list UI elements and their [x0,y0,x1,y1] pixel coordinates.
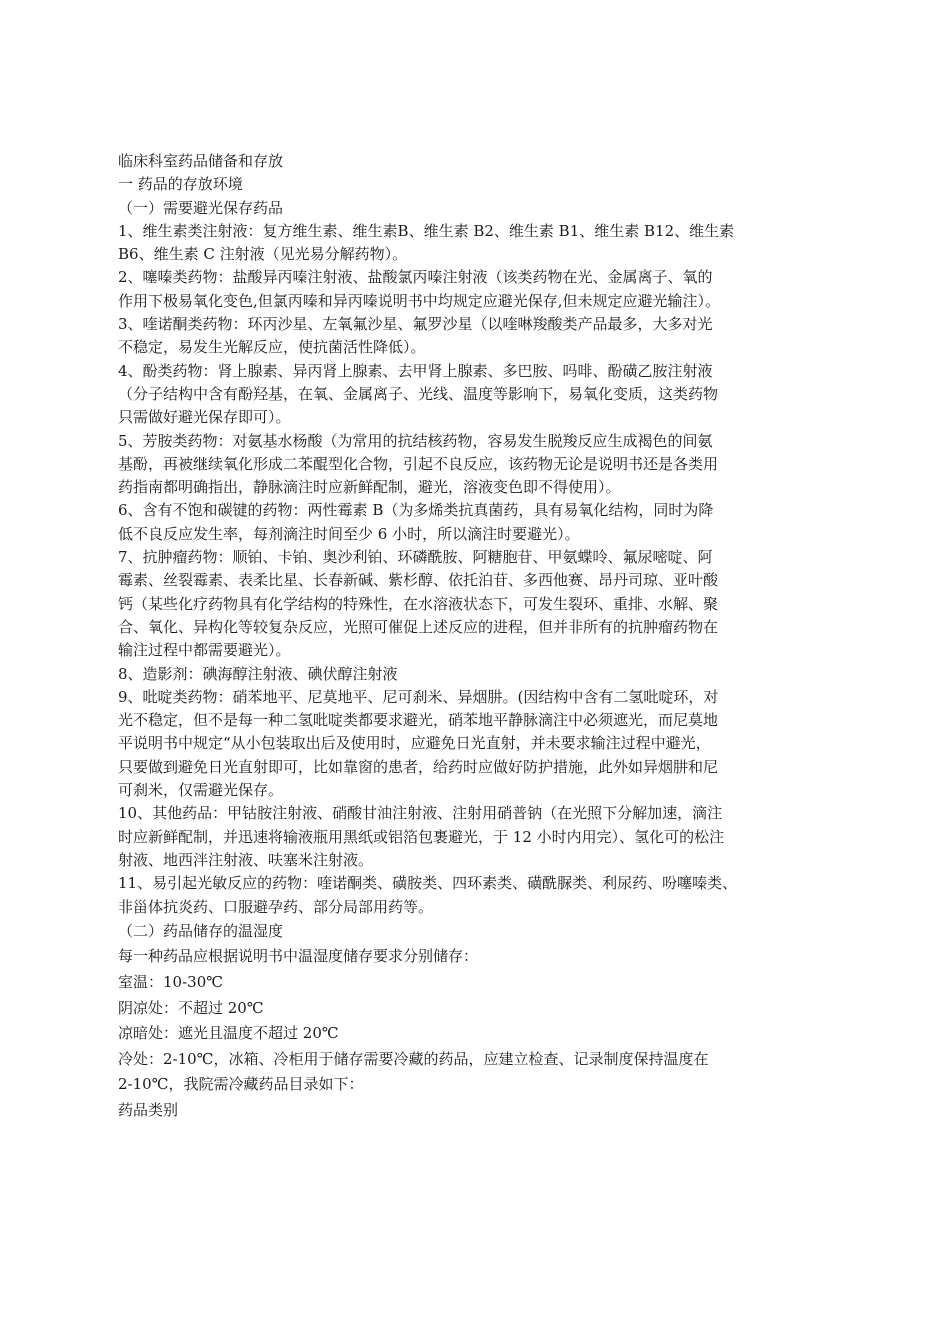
list-item [118,220,834,267]
text-line: 低不良反应发生率，每剂滴注时间至少 6 小时，所以滴注时要避光）。 [118,524,580,543]
text-line: 钙（某些化疗药物具有化学结构的特殊性，在水溶液状态下，可发生裂环、重排、水解、聚 [118,594,719,613]
text-line: 作用下极易氧化变色,但氯丙嗪和异丙嗪说明书中均规定应避光保存,但未规定应避光输注）。 [118,291,721,310]
text-line: 2、噻嗪类药物：盐酸异丙嗪注射液、盐酸氯丙嗪注射液（该类药物在光、金属离子、氧的 [118,268,713,287]
room-temperature: 室温：10-30℃ [118,972,224,991]
list-item [118,266,834,313]
text-line: 药指南都明确指出，静脉滴注时应新鲜配制，避光，溶液变色即不得使用）。 [118,478,621,497]
text-line: 基酚，再被继续氧化形成二苯醌型化合物，引起不良反应，该药物无论是说明书还是各类用 [118,454,719,473]
text-line: 8、造影剂：碘海醇注射液、碘伏醇注射液 [118,664,398,683]
list-item [118,360,834,430]
drug-category-label: 药品类别 [118,1100,179,1119]
text-line: 光不稳定，但不是每一种二氢吡啶类都要求避光，硝苯地平静脉滴注中必须遮光，而尼莫地 [118,711,719,730]
text-line: 11、易引起光敏反应的药物：喹诺酮类、磺胺类、四环素类、磺酰脲类、利尿药、吩噻嗪类、 [118,874,738,893]
text-line: 7、抗肿瘤药物：顺铂、卡铂、奥沙利铂、环磷酰胺、阿糖胞苷、甲氨蝶呤、氟尿嘧啶、阿 [118,548,713,567]
text-line: 射液、地西泮注射液、呋塞米注射液。 [118,850,374,869]
text-line: （分子结构中含有酚羟基，在氧、金属离子、光线、温度等影响下，易氧化变质，这类药物 [118,384,719,403]
list-item [118,686,834,802]
text-line: 非甾体抗炎药、口服避孕药、部分局部用药等。 [118,897,434,916]
text-line: 10、其他药品：甲钴胺注射液、硝酸甘油注射液、注射用硝普钠（在光照下分解加速，滴注 [118,804,723,823]
text-line: 可刹米，仅需避光保存。 [118,781,284,800]
storage-intro: 每一种药品应根据说明书中温湿度储存要求分别储存： [118,947,479,966]
list-item [118,499,834,546]
cool-dark-place: 凉暗处：遮光且温度不超过 20℃ [118,1024,339,1043]
text-line: 只需做好避光保存即可）。 [118,408,291,427]
text-line: 霉素、丝裂霉素、表柔比星、长春新碱、紫杉醇、依托泊苷、多西他赛、昂丹司琼、亚叶酸 [118,571,719,590]
cool-place: 阴凉处：不超过 20℃ [118,998,264,1017]
text-line: B6、维生素 C 注射液（见光易分解药物）。 [118,245,408,264]
subsection-heading: （一）需要避光保存药品 [118,198,284,217]
text-line: 合、氧化、异构化等较复杂反应，光照可催促上述反应的进程，但并非所有的抗肿瘤药物在 [118,617,719,636]
list-item [118,313,834,360]
text-line: 输注过程中都需要避光）。 [118,641,291,660]
list-item [118,872,834,919]
text-line: 时应新鲜配制，并迅速将输液瓶用黑纸或铝箔包裹避光，于 12 小时内用完）、氢化可的松注 [118,827,725,846]
text-line: 平说明书中规定“从小包装取出后及使用时，应避免日光直射，并未要求输注过程中避光， [118,734,711,753]
text-line: 6、含有不饱和碳键的药物：两性霉素 B（为多烯类抗真菌药，具有易氧化结构，同时为降 [118,501,714,520]
cold-place-line: 2-10℃，我院需冷藏药品目录如下： [118,1075,364,1094]
text-line: 4、酚类药物：肾上腺素、异丙肾上腺素、去甲肾上腺素、多巴胺、吗啡、酚磺乙胺注射液 [118,361,713,380]
text-line: 只要做到避免日光直射即可，比如靠窗的患者，给药时应做好防护措施，此外如异烟肼和尼 [118,757,719,776]
text-line: 1、维生素类注射液：复方维生素、维生素B、维生素 B2、维生素 B1、维生素 B12、维生素 [118,221,735,240]
text-line: 9、吡啶类药物：硝苯地平、尼莫地平、尼可刹米、异烟肼。(因结构中含有二氢吡啶环，对 [118,687,719,706]
list-item [118,430,834,500]
subsection-heading: （二）药品储存的温湿度 [118,921,284,940]
document-title: 临床科室药品储备和存放 [118,152,284,170]
list-item [118,802,834,872]
list-item [118,663,834,686]
text-line: 3、喹诺酮类药物：环丙沙星、左氧氟沙星、氟罗沙星（以喹啉羧酸类产品最多，大多对光 [118,315,713,334]
document-page [118,150,834,1124]
cold-place-line: 冷处：2-10℃，冰箱、冷柜用于储存需要冷藏的药品，应建立检查、记录制度保持温度在 [118,1049,709,1068]
list-item [118,546,834,662]
text-line: 不稳定，易发生光解反应，使抗菌活性降低）。 [118,338,426,357]
section-heading: 一 药品的存放环境 [118,175,243,194]
text-line: 5、芳胺类药物：对氨基水杨酸（为常用的抗结核药物，容易发生脱羧反应生成褐色的间氨 [118,431,713,450]
